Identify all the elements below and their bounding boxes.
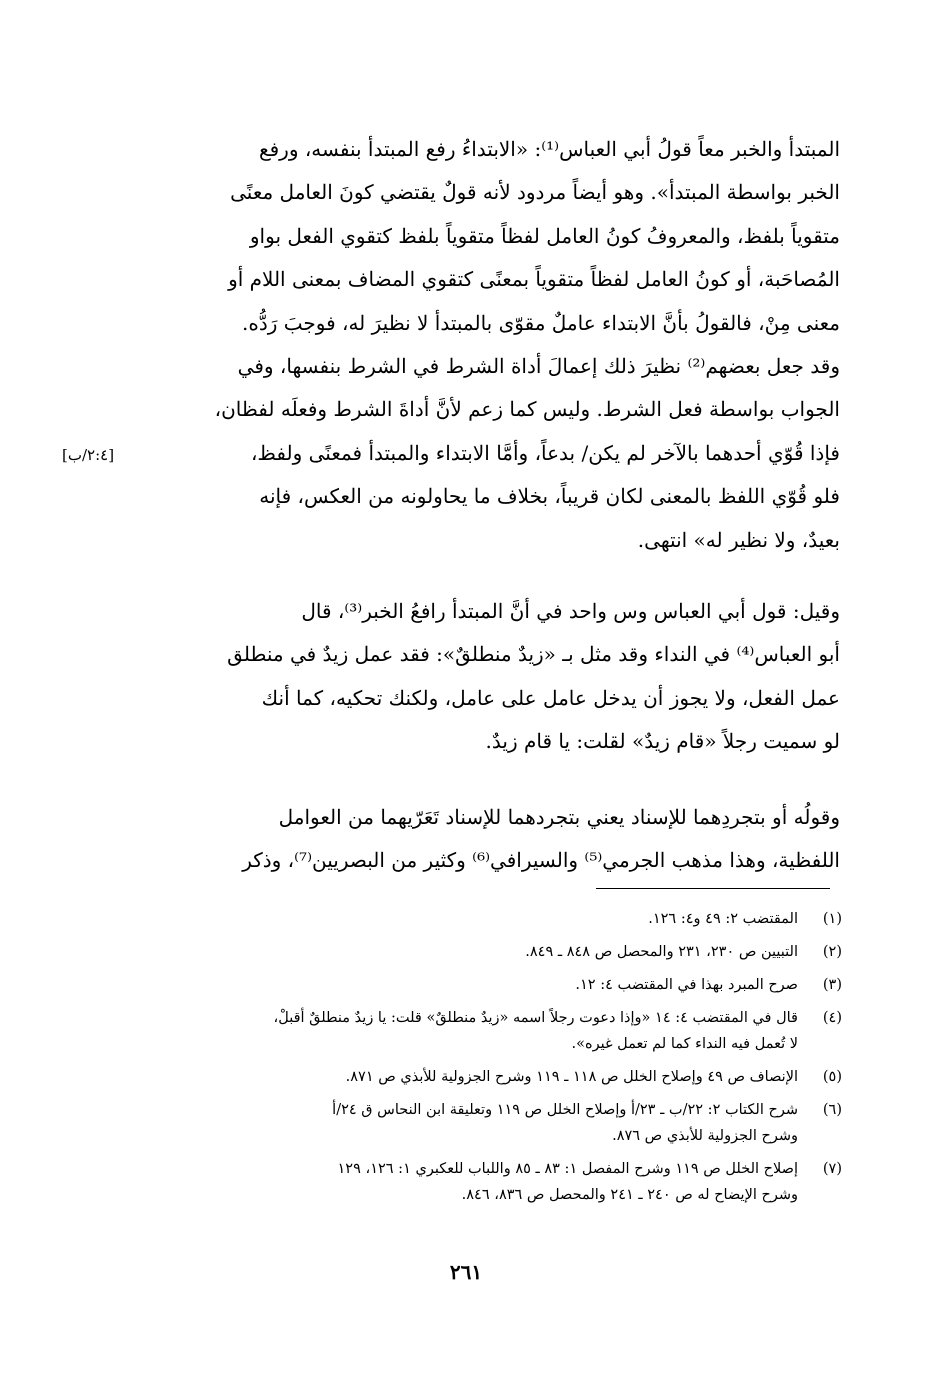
footnote-number: (٣): [822, 977, 842, 993]
footnote: [130, 939, 842, 965]
footnote: [130, 1064, 842, 1090]
footnote-line: إصلاح الخلل ص ١١٩ وشرح المفصل ١: ٨٣ ـ ٨٥ واللباب للعكبري ١: ١٢٦، ١٢٩: [337, 1161, 798, 1177]
footnote-number: (١): [822, 911, 842, 927]
footnote-number: (٤): [822, 1010, 842, 1026]
paragraph-1: [120, 128, 840, 562]
footnote-number: (٥): [822, 1069, 842, 1085]
text-line: عمل الفعل، ولا يجوز أن يدخل عامل على عامل، ولكنك تحكيه، كما أنك: [261, 685, 840, 710]
paragraph-2: [120, 590, 840, 764]
paragraph-3: [120, 796, 840, 883]
footnote-text: [130, 1097, 798, 1149]
text-line: لو سميت رجلاً «قام زيدٌ» لقلت: يا قام زيدٌ.: [485, 729, 840, 754]
footnote-text: [130, 972, 798, 998]
footnote: [130, 972, 842, 998]
text-line: المُصاحَبة، أو كونُ العامل لفظاً متقوياً بمعنًى كتقوي المضاف بمعنى اللام أو: [228, 267, 840, 292]
footnote-text: [130, 939, 798, 965]
footnote-text: [130, 1156, 798, 1208]
footnote: [130, 1156, 842, 1208]
footnote-line: لا تُعمل فيه النداء كما لم تعمل غيره».: [571, 1036, 798, 1052]
footnotes: [130, 906, 842, 1215]
text-line: الخبر بواسطة المبتدأ». وهو أيضاً مردود لأنه قولٌ يقتضي كونَ العامل معنًى: [230, 180, 840, 205]
text-line: الجواب بواسطة فعل الشرط. وليس كما زعم لأنَّ أداةَ الشرط وفعلَه لفظان،: [214, 397, 840, 422]
footnote-line: شرح الكتاب ٢: ٢٢/ب ـ ٢٣/أ وإصلاح الخلل ص ١١٩ وتعليقة ابن النحاس ق ٢٤/أ: [332, 1102, 798, 1118]
footnote-text: [130, 906, 798, 932]
footnote: [130, 1097, 842, 1149]
footnote-number: (٧): [822, 1161, 842, 1177]
text-line: بعيدٌ، ولا نظير له» انتهى.: [637, 527, 840, 552]
footnote-line: وشرح الجزولية للأبذي ص ٨٧٦.: [612, 1128, 798, 1144]
footnote-number: (٢): [822, 944, 842, 960]
footnote: [130, 1005, 842, 1057]
page-number: ٢٦١: [449, 1260, 483, 1284]
text-line: فلو قُوّي اللفظ بالمعنى لكان قريباً، بخلاف ما يحاولونه من العكس، فإنه: [259, 484, 840, 509]
footnote-line: قال في المقتضب ٤: ١٤ «وإذا دعوت رجلاً اسمه «زيدٌ منطلقٌ» قلت: يا زيدٌ منطلقٌ أقبلْ،: [273, 1010, 798, 1026]
footnote-text: [130, 1064, 798, 1090]
footnote-separator: [596, 888, 830, 889]
footnote-line: صرح المبرد بهذا في المقتضب ٤: ١٢.: [575, 977, 798, 993]
text-line: أبو العباس⁽⁴⁾ في النداء وقد مثل بـ «زيدٌ منطلقٌ»: فقد عمل زيدٌ في منطلق: [227, 642, 840, 667]
text-line: وقيل: قول أبي العباس وس واحد في أنَّ المبتدأ رافعُ الخبر⁽³⁾، قال: [301, 599, 840, 623]
text-line: اللفظية، وهذا مذهب الجرمي⁽⁵⁾ والسيرافي⁽⁶⁾ وكثير من البصريين⁽⁷⁾، وذكر: [242, 848, 840, 873]
footnote-text: [130, 1005, 798, 1057]
text-line: فإذا قُوّي أحدهما بالآخر لم يكن/ بدعاً، وأمَّا الابتداء والمبتدأ فمعنًى ولفظ،: [250, 440, 840, 465]
footnote-line: وشرح الإيضاح له ص ٢٤٠ ـ ٢٤١ والمحصل ص ٨٣٦، ٨٤٦.: [461, 1187, 798, 1203]
text-line: وقولُه أو بتجردِهما للإسناد يعني بتجردهما للإسناد تَعَرّيهما من العوامل: [278, 805, 840, 829]
text-line: وقد جعل بعضهم⁽²⁾ نظيرَ ذلك إعمالَ أداة الشرط في الشرط بنفسها، وفي: [237, 353, 840, 378]
text-line: متقوياً بلفظ، والمعروفُ كونُ العامل لفظاً متقوياً بلفظ كتقوي الفعل بواو: [249, 223, 840, 248]
footnote-line: المقتضب ٢: ٤٩ و٤: ١٢٦.: [648, 911, 798, 927]
manuscript-folio-marker: [٢:٤/ب]: [62, 446, 115, 464]
footnote-number: (٦): [822, 1102, 842, 1118]
footnote-line: الإنصاف ص ٤٩ وإصلاح الخلل ص ١١٨ ـ ١١٩ وشرح الجزولية للأبذي ص ٨٧١.: [345, 1069, 798, 1085]
footnote: [130, 906, 842, 932]
footnote-line: التبيين ص ٢٣٠، ٢٣١ والمحصل ص ٨٤٨ ـ ٨٤٩.: [525, 944, 798, 960]
text-line: معنى مِنْ، فالقولُ بأنَّ الابتداء عاملٌ مقوّى بالمبتدأ لا نظيرَ له، فوجبَ رَدُّه.: [241, 310, 840, 335]
text-line: المبتدأ والخبر معاً قولُ أبي العباس⁽¹⁾: «الابتداءُ رفع المبتدأ بنفسه، ورفع: [258, 137, 840, 161]
